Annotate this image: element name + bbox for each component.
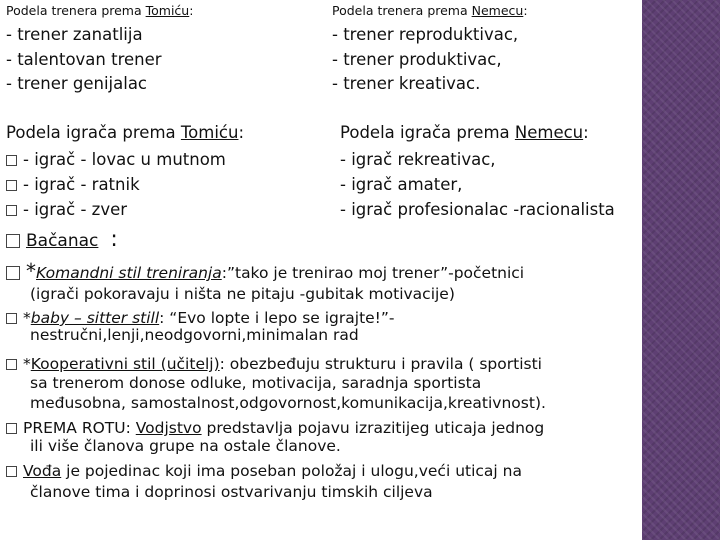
trainer-type-nemec: - trener produktivac, xyxy=(332,50,502,69)
player-type-text: - igrač - ratnik xyxy=(23,175,140,194)
style-baby-sitter: *baby – sitter still: “Evo lopte i lepo se igrajte!”- xyxy=(6,310,395,327)
bacanac-colon: : xyxy=(110,227,118,252)
style-label: Kooperativni stil (učitelj) xyxy=(30,355,220,373)
player-type-text: - igrač - zver xyxy=(23,200,128,219)
trainer-type-tomic: - talentovan trener xyxy=(6,50,162,69)
header-colon: : xyxy=(523,3,528,18)
bullet-box-icon xyxy=(6,155,17,166)
header-text: Podela trenera prema xyxy=(6,3,146,18)
style-label: baby – sitter still xyxy=(30,309,160,327)
vodjstvo-term: Vodjstvo xyxy=(135,419,202,437)
bacanac-heading xyxy=(6,227,118,252)
trainer-type-tomic: - trener zanatlija xyxy=(6,25,143,44)
style-baby-sitter-line2: nestručni,lenji,neodgovorni,minimalan rad xyxy=(30,326,359,344)
prema-rotu-line2: ili više članova grupe na ostale članove. xyxy=(30,437,341,455)
bullet-box-icon xyxy=(6,180,17,191)
prema-rotu-desc: predstavlja pojavu izrazitijeg uticaja jednog xyxy=(201,419,545,437)
prema-rotu xyxy=(6,420,544,437)
players-heading-tomic xyxy=(6,123,244,142)
heading-text: Podela igrača prema xyxy=(340,123,515,142)
players-heading-nemec xyxy=(340,123,589,142)
decorative-side-band xyxy=(642,0,720,540)
vodja-line2: članove tima i doprinosi ostvarivanju timskih ciljeva xyxy=(30,483,433,501)
heading-colon: : xyxy=(238,123,245,142)
bullet-box-icon xyxy=(6,466,17,477)
style-komandni xyxy=(6,259,524,283)
style-label: Komandni stil treniranja xyxy=(36,264,222,282)
bullet-box-icon xyxy=(6,359,17,370)
player-type-tomic xyxy=(6,200,127,219)
header-colon: : xyxy=(189,3,194,18)
heading-text: Podela igrača prema xyxy=(6,123,181,142)
trainer-header-nemec xyxy=(332,3,528,18)
vodja-desc: je pojedinac koji ima poseban položaj i ulogu,veći uticaj na xyxy=(61,462,522,480)
header-text: Podela trenera prema xyxy=(332,3,472,18)
player-type-nemec: - igrač profesionalac -racionalista xyxy=(340,200,615,219)
style-kooperativni: *Kooperativni stil (učitelj): obezbeđuju strukturu i pravila ( sportisti xyxy=(6,356,542,373)
style-kooperativni-line2: sa trenerom donose odluke, motivacija, saradnja sportista xyxy=(30,374,482,392)
player-type-tomic xyxy=(6,175,140,194)
header-name: Nemecu xyxy=(471,3,524,18)
heading-name: Nemecu xyxy=(514,123,584,142)
heading-colon: : xyxy=(583,123,589,142)
prema-rotu-prefix: PREMA ROTU: xyxy=(23,419,136,437)
player-type-nemec: - igrač amater, xyxy=(340,175,463,194)
player-type-tomic xyxy=(6,150,226,169)
player-type-nemec: - igrač rekreativac, xyxy=(340,150,496,169)
asterisk: * xyxy=(26,259,36,283)
bullet-box-icon xyxy=(6,205,17,216)
trainer-type-nemec: - trener reproduktivac, xyxy=(332,25,519,44)
player-type-text: - igrač - lovac u mutnom xyxy=(23,150,226,169)
vodja-term: Vođa xyxy=(23,462,62,480)
vodja-definition xyxy=(6,463,522,480)
header-name: Tomiću xyxy=(145,3,190,18)
bacanac-name: Bačanac xyxy=(26,231,99,251)
bullet-box-icon xyxy=(6,234,20,248)
style-kooperativni-line3: međusobna, samostalnost,odgovornost,komunikacija,kreativnost). xyxy=(30,394,546,412)
style-desc: : “Evo lopte i lepo se igrajte!”- xyxy=(159,309,395,327)
bullet-box-icon xyxy=(6,313,17,324)
style-komandni-line2: (igrači pokoravaju i ništa ne pitaju -gubitak motivacije) xyxy=(30,285,455,303)
trainer-header-tomic xyxy=(6,3,193,18)
trainer-type-tomic: - trener genijalac xyxy=(6,74,148,93)
style-desc: : obezbeđuju strukturu i pravila ( sportisti xyxy=(219,355,542,373)
heading-name: Tomiću xyxy=(180,123,239,142)
style-desc: :”tako je trenirao moj trener”-početnici xyxy=(221,264,525,282)
trainer-type-nemec: - trener kreativac. xyxy=(332,74,481,93)
bullet-box-icon xyxy=(6,423,17,434)
bullet-box-icon xyxy=(6,266,20,280)
